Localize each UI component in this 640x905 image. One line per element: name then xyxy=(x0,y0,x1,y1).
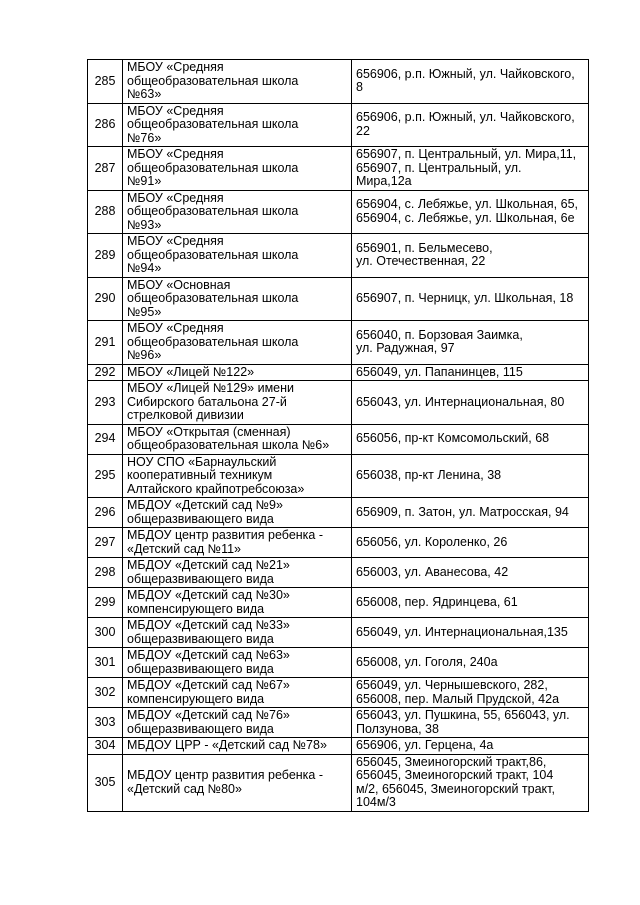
institution-name-line: компенсирующего вида xyxy=(127,601,265,616)
institution-address-line: 656906, р.п. Южный, ул. Чайковского, xyxy=(356,110,575,125)
institution-address-line: 656907, п. Центральный, ул. Мира,11, xyxy=(356,147,577,161)
row-number: 301 xyxy=(88,648,123,678)
institution-name xyxy=(123,498,352,528)
institution-name-line: общеразвивающего вида xyxy=(127,721,274,736)
institution-name-line: общеобразовательная школа xyxy=(127,204,299,218)
institution-name-line: МБОУ «Средняя xyxy=(127,321,224,335)
table-row xyxy=(88,528,589,558)
institution-address-line: 656038, пр-кт Ленина, 38 xyxy=(356,468,502,482)
institution-address xyxy=(352,60,589,104)
institution-name-line: общеобразовательная школа xyxy=(127,334,299,349)
row-number: 289 xyxy=(88,234,123,278)
institution-name xyxy=(123,708,352,738)
institution-name-line: №91» xyxy=(127,174,162,188)
row-number: 287 xyxy=(88,147,123,191)
institution-name xyxy=(123,277,352,321)
institution-name-line: МБОУ «Основная xyxy=(127,277,231,292)
row-number: 285 xyxy=(88,60,123,104)
institution-name-line: кооперативный техникум xyxy=(127,468,273,482)
table-row xyxy=(88,618,589,648)
institution-name xyxy=(123,103,352,147)
institution-address-line: Мира,12а xyxy=(356,174,412,188)
institution-name xyxy=(123,234,352,278)
row-number: 291 xyxy=(88,321,123,365)
institution-address xyxy=(352,103,589,147)
institution-name-line: МБОУ «Открытая (сменная) xyxy=(127,424,291,439)
row-number: 295 xyxy=(88,454,123,498)
row-number: 303 xyxy=(88,708,123,738)
institution-address-line: 656003, ул. Аванесова, 42 xyxy=(356,564,509,579)
institution-name-line: МБОУ «Лицей №129» имени xyxy=(127,381,295,395)
institution-address-line: 656049, ул. Папанинцев, 115 xyxy=(356,364,523,379)
institution-name-line: общеразвивающего вида xyxy=(127,631,274,646)
institution-address-line: 656906, ул. Герцена, 4а xyxy=(356,738,494,752)
institution-address-line: 656904, с. Лебяжье, ул. Школьная, 6е xyxy=(356,210,575,225)
institution-address-line: 104м/3 xyxy=(356,795,396,809)
institution-address-line: 656008, пер. Ядринцева, 61 xyxy=(356,594,518,609)
institution-name-line: №96» xyxy=(127,348,162,362)
institution-name xyxy=(123,648,352,678)
institution-name-line: №93» xyxy=(127,217,162,232)
institution-name-line: МБДОУ центр развития ребенка - xyxy=(127,528,324,542)
table-row xyxy=(88,708,589,738)
table-row xyxy=(88,321,589,365)
institution-address xyxy=(352,678,589,708)
institution-name xyxy=(123,454,352,498)
institution-address xyxy=(352,321,589,365)
institution-name xyxy=(123,60,352,104)
table-row xyxy=(88,678,589,708)
row-number: 305 xyxy=(88,754,123,811)
institution-address xyxy=(352,234,589,278)
institution-address xyxy=(352,190,589,234)
institution-address-line: 656045, Змеиногорский тракт,86, xyxy=(356,754,547,769)
institution-address xyxy=(352,424,589,454)
institution-address xyxy=(352,738,589,755)
institution-address-line: 656904, с. Лебяжье, ул. Школьная, 65, xyxy=(356,197,579,212)
registry-table xyxy=(87,59,589,812)
table-row xyxy=(88,558,589,588)
row-number: 300 xyxy=(88,618,123,648)
institution-address xyxy=(352,498,589,528)
institution-address xyxy=(352,558,589,588)
table-row xyxy=(88,147,589,191)
institution-address xyxy=(352,454,589,498)
institution-name-line: МБОУ «Лицей №122» xyxy=(127,364,255,379)
table-row xyxy=(88,424,589,454)
institution-address-line: 656909, п. Затон, ул. Матросская, 94 xyxy=(356,504,569,519)
institution-name-line: Сибирского батальона 27-й xyxy=(127,394,287,409)
institution-name-line: МБДОУ центр развития ребенка - xyxy=(127,768,324,782)
institution-address xyxy=(352,277,589,321)
institution-address-line: м/2, 656045, Змеиногорский тракт, xyxy=(356,781,555,796)
institution-address-line: 656008, ул. Гоголя, 240а xyxy=(356,654,498,669)
institution-name xyxy=(123,678,352,708)
institution-name-line: общеразвивающего вида xyxy=(127,571,274,586)
institution-address-line: 656043, ул. Интернациональная, 80 xyxy=(356,394,565,409)
institution-address-line: 656056, ул. Короленко, 26 xyxy=(356,534,508,549)
row-number: 302 xyxy=(88,678,123,708)
institution-name-line: №76» xyxy=(127,130,162,145)
institution-name-line: МБОУ «Средняя xyxy=(127,234,224,248)
institution-address xyxy=(352,754,589,811)
institution-address-line: 656907, п. Черницк, ул. Школьная, 18 xyxy=(356,291,574,305)
institution-name-line: МБОУ «Средняя xyxy=(127,190,224,205)
row-number: 294 xyxy=(88,424,123,454)
institution-address xyxy=(352,364,589,381)
institution-address-line: 656906, р.п. Южный, ул. Чайковского, xyxy=(356,66,575,81)
institution-name-line: общеобразовательная школа xyxy=(127,73,299,88)
institution-name-line: общеразвивающего вида xyxy=(127,661,274,676)
institution-name-line: №94» xyxy=(127,261,162,275)
institution-name-line: общеобразовательная школа xyxy=(127,291,299,305)
institution-address-line: ул. Радужная, 97 xyxy=(356,341,455,356)
institution-name-line: компенсирующего вида xyxy=(127,691,265,706)
row-number: 296 xyxy=(88,498,123,528)
table-row xyxy=(88,364,589,381)
institution-name-line: МБДОУ «Детский сад №67» xyxy=(127,678,290,692)
table-row xyxy=(88,454,589,498)
row-number: 299 xyxy=(88,588,123,618)
institution-name-line: №95» xyxy=(127,304,162,319)
institution-name xyxy=(123,321,352,365)
institution-name-line: Алтайского крайпотребсоюза» xyxy=(127,481,305,496)
institution-name-line: «Детский сад №80» xyxy=(127,781,242,796)
institution-name xyxy=(123,588,352,618)
institution-address xyxy=(352,588,589,618)
row-number: 288 xyxy=(88,190,123,234)
institution-address xyxy=(352,708,589,738)
table-row xyxy=(88,103,589,147)
institution-name-line: МБДОУ «Детский сад №76» xyxy=(127,708,290,722)
institution-address-line: 656049, ул. Интернациональная,135 xyxy=(356,624,568,639)
table-row xyxy=(88,588,589,618)
institution-name-line: общеобразовательная школа xyxy=(127,160,299,175)
institution-name-line: стрелковой дивизии xyxy=(127,408,244,422)
institution-name-line: МБДОУ «Детский сад №30» xyxy=(127,588,290,602)
row-number: 297 xyxy=(88,528,123,558)
institution-address-line: 656045, Змеиногорский тракт, 104 xyxy=(356,768,554,782)
institution-name xyxy=(123,754,352,811)
table-row xyxy=(88,754,589,811)
institution-name-line: НОУ СПО «Барнаульский xyxy=(127,454,277,469)
institution-name-line: МБДОУ «Детский сад №63» xyxy=(127,648,290,662)
institution-address-line: 656040, п. Борзовая Заимка, xyxy=(356,327,523,342)
institution-address-line: 22 xyxy=(356,123,370,138)
institution-name xyxy=(123,190,352,234)
table-row xyxy=(88,381,589,425)
table-row xyxy=(88,190,589,234)
row-number: 292 xyxy=(88,364,123,381)
registry-table-body xyxy=(88,60,589,812)
institution-name-line: МБДОУ «Детский сад №33» xyxy=(127,618,290,632)
table-row xyxy=(88,498,589,528)
institution-name-line: МБДОУ «Детский сад №21» xyxy=(127,558,290,572)
institution-name-line: общеобразовательная школа xyxy=(127,117,299,131)
table-row xyxy=(88,234,589,278)
table-row xyxy=(88,648,589,678)
institution-name xyxy=(123,364,352,381)
institution-address xyxy=(352,528,589,558)
institution-name xyxy=(123,381,352,425)
institution-name xyxy=(123,558,352,588)
institution-address-line: 656901, п. Бельмесево, xyxy=(356,240,493,255)
institution-name xyxy=(123,424,352,454)
table-row xyxy=(88,60,589,104)
institution-name-line: МБОУ «Средняя xyxy=(127,60,224,74)
row-number: 298 xyxy=(88,558,123,588)
institution-name xyxy=(123,618,352,648)
institution-name xyxy=(123,528,352,558)
institution-address-line: Ползунова, 38 xyxy=(356,721,439,736)
institution-address-line: 656049, ул. Чернышевского, 282, xyxy=(356,678,548,692)
institution-name-line: общеразвивающего вида xyxy=(127,511,274,526)
institution-address xyxy=(352,147,589,191)
institution-name-line: МБОУ «Средняя xyxy=(127,103,224,118)
institution-name xyxy=(123,738,352,755)
institution-address-line: 656907, п. Центральный, ул. xyxy=(356,160,522,175)
institution-name-line: МБДОУ ЦРР - «Детский сад №78» xyxy=(127,738,327,752)
row-number: 304 xyxy=(88,738,123,755)
institution-name-line: «Детский сад №11» xyxy=(127,541,242,556)
institution-name-line: МБОУ «Средняя xyxy=(127,147,224,161)
row-number: 293 xyxy=(88,381,123,425)
institution-address-line: 656043, ул. Пушкина, 55, 656043, ул. xyxy=(356,708,570,722)
table-row xyxy=(88,738,589,755)
institution-address-line: ул. Отечественная, 22 xyxy=(356,254,486,269)
institution-name-line: общеобразовательная школа xyxy=(127,247,299,262)
institution-address-line: 656056, пр-кт Комсомольский, 68 xyxy=(356,431,550,446)
institution-address-line: 656008, пер. Малый Прудской, 42а xyxy=(356,691,560,706)
institution-address xyxy=(352,618,589,648)
institution-name-line: МБДОУ «Детский сад №9» xyxy=(127,498,283,512)
institution-name-line: №63» xyxy=(127,87,162,101)
institution-name xyxy=(123,147,352,191)
institution-address-line: 8 xyxy=(356,80,363,95)
institution-name-line: общеобразовательная школа №6» xyxy=(127,438,330,452)
row-number: 290 xyxy=(88,277,123,321)
row-number: 286 xyxy=(88,103,123,147)
institution-address xyxy=(352,648,589,678)
institution-address xyxy=(352,381,589,425)
table-row xyxy=(88,277,589,321)
